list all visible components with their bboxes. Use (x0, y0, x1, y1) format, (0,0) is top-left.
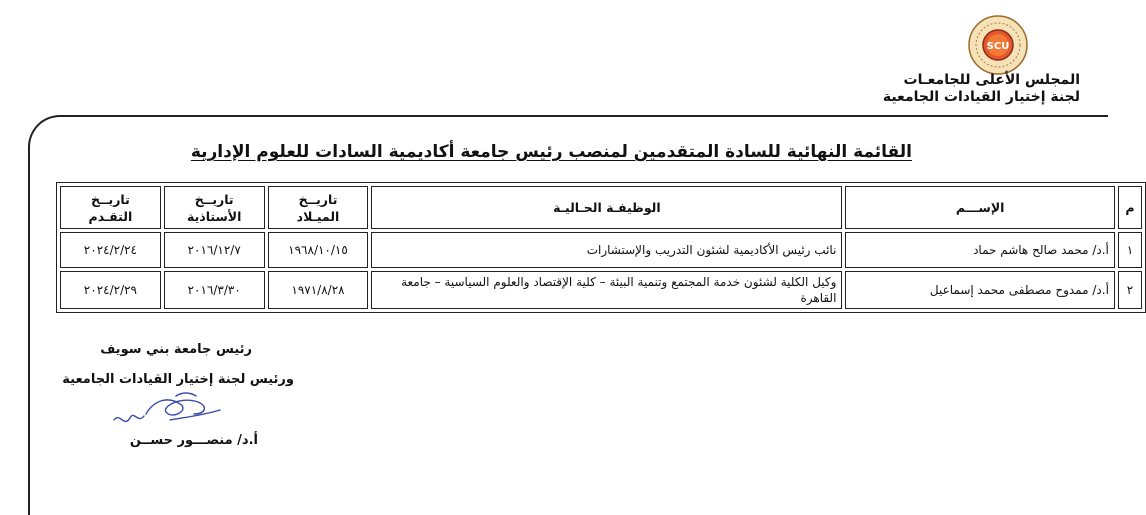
header-name: الإســـم (845, 186, 1114, 229)
scu-logo (967, 14, 1029, 76)
header-birth-line2: الميـلاد (296, 208, 340, 224)
document-frame (28, 115, 1108, 515)
org-line-2: لجنة إختيار القيادات الجامعية (882, 89, 1080, 105)
header-application-date (60, 186, 161, 229)
table-row (60, 232, 1142, 268)
row-professorship-date: ٢٠١٦/٣/٣٠ (164, 271, 265, 309)
logo-text: SCU (986, 41, 1010, 52)
org-line-1: المجلس الأعلى للجامعـات (903, 72, 1080, 88)
signatory-title-line1: رئيس جامعة بني سويف (100, 342, 252, 357)
row-job: نائب رئيس الأكاديمية لشئون التدريب والإستشارات (371, 232, 842, 268)
header-apply-line1: تاريــخ (90, 191, 130, 207)
table-row (60, 271, 1142, 309)
table-header-row (60, 186, 1142, 229)
row-professorship-date: ٢٠١٦/١٢/٧ (164, 232, 265, 268)
row-application-date: ٢٠٢٤/٢/٢٤ (60, 232, 161, 268)
header-num: م (1118, 186, 1142, 229)
organization-heading (883, 72, 1080, 106)
header-birth-line1: تاريــخ (298, 191, 338, 207)
row-name: أ.د/ محمد صالح هاشم حماد (845, 232, 1114, 268)
header-apply-line2: التقـدم (88, 208, 133, 224)
header-prof-line1: تاريــخ (194, 191, 234, 207)
header-professorship-date (164, 186, 265, 229)
row-num: ١ (1118, 232, 1142, 268)
header-prof-line2: الأستاذية (187, 208, 242, 224)
page-title: القائمة النهائية للسادة المتقدمين لمنصب رئيس جامعة أكاديمية السادات للعلوم الإدارية (190, 142, 912, 162)
signatory-name: أ.د/ منصـــور حســن (129, 433, 258, 448)
header-birth-date (268, 186, 369, 229)
row-birth-date: ١٩٧١/٨/٢٨ (268, 271, 369, 309)
handwritten-signature (110, 390, 226, 434)
row-name: أ.د/ ممدوح مصطفى محمد إسماعيل (845, 271, 1114, 309)
row-job: وكيل الكلية لشئون خدمة المجتمع وتنمية البيئة – كلية الإقتصاد والعلوم السياسية – جامعة القاهرة (371, 271, 842, 309)
signatory-title-line2: ورئيس لجنة إختيار القيادات الجامعية (62, 372, 294, 387)
row-application-date: ٢٠٢٤/٢/٢٩ (60, 271, 161, 309)
row-birth-date: ١٩٦٨/١٠/١٥ (268, 232, 369, 268)
candidates-table (56, 182, 1146, 313)
header-job: الوظيفـة الحـاليـة (371, 186, 842, 229)
row-num: ٢ (1118, 271, 1142, 309)
